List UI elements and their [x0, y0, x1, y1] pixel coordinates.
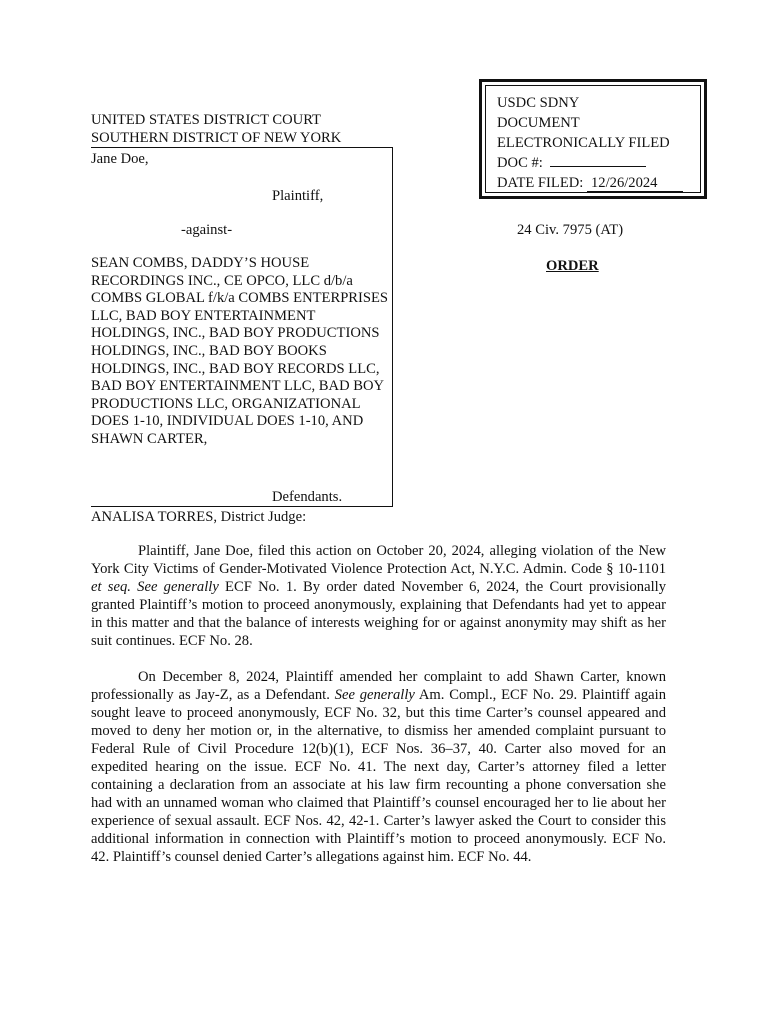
judge-line: ANALISA TORRES, District Judge: — [91, 509, 307, 525]
stamp-doc-number — [497, 153, 700, 173]
paragraph-2-text-c: Am. Compl., ECF No. 29. Plaintiff again sought leave to proceed anonymously, ECF No. 32, but this time Carter’s counsel appeared and moved to deny her motion or, in the alternative, to dismiss her amended complaint pursuant to Federal Rule of Civil Procedure 12(b)(1), ECF Nos. 36–37, 40. Carter also moved for an expedited hearing on the issue. ECF No. 41. The next day, Carter’s attorney filed a letter containing a declaration from an associate at his law firm recounting a phone conversation she had with an unnamed woman who claimed that Plaintiff’s counsel encouraged her to lie about her experience of sexual assault. ECF Nos. 42, 42-1. Carter’s lawyer asked the Court to consider this additional information in connection with Plaintiff’s motion to proceed anonymously. ECF No. 42. Plaintiff’s counsel denied Carter’s allegations against him. ECF No. 44. — [91, 687, 666, 865]
court-heading — [91, 111, 341, 147]
paragraph-2-italic-see-generally: See generally — [334, 687, 415, 703]
stamp-date-label: DATE FILED: — [497, 175, 584, 191]
stamp-date-filed — [497, 173, 700, 193]
paragraph-1 — [91, 542, 666, 650]
filing-stamp — [479, 79, 707, 199]
stamp-court-line: USDC SDNY — [497, 95, 580, 111]
paragraph-2 — [91, 668, 666, 866]
against-label: -against- — [181, 222, 233, 238]
stamp-document-line: DOCUMENT — [497, 115, 580, 131]
stamp-efiled-line: ELECTRONICALLY FILED — [497, 135, 670, 151]
stamp-doc-value — [550, 166, 646, 167]
paragraph-2-text-a: On December 8, 2024, Plaintiff amended her complaint to add Shawn Carter, known professionally as Jay-Z, as a Defendant. — [91, 669, 666, 703]
court-name: UNITED STATES DISTRICT COURT — [91, 112, 321, 128]
stamp-doc-label: DOC #: — [497, 155, 543, 171]
paragraph-1-italic-et-seq: et seq. — [91, 579, 131, 595]
defendants-label: Defendants. — [272, 489, 343, 505]
stamp-date-value: 12/26/2024 — [587, 175, 683, 192]
paragraph-1-text-e: ECF No. 1. By order dated November 6, 2024, the Court provisionally granted Plaintiff’s motion to proceed anonymously, explaining that Defendants had yet to appear in this matter and that the balance of interests weighing for or against anonymity may shift as her suit continues. ECF No. 28. — [91, 579, 666, 649]
filing-stamp-inner — [485, 85, 701, 193]
plaintiff-name: Jane Doe, — [91, 151, 149, 167]
case-number: 24 Civ. 7975 (AT) — [517, 222, 624, 238]
plaintiff-label: Plaintiff, — [272, 188, 324, 204]
paragraph-1-text-a: Plaintiff, Jane Doe, filed this action on October 20, 2024, alleging violation of the New York City Victims of Gender-Motivated Violence Protection Act, N.Y.C. Admin. Code § 10-1101 — [91, 543, 666, 577]
defendants-names: SEAN COMBS, DADDY’S HOUSE RECORDINGS INC., CE OPCO, LLC d/b/a COMBS GLOBAL f/k/a COMBS ENTERPRISES LLC, BAD BOY ENTERTAINMENT HOLDINGS, INC., BAD BOY PRODUCTIONS HOLDINGS, INC., BAD BOY BOOKS HOLDINGS, INC., BAD BOY RECORDS LLC, BAD BOY ENTERTAINMENT LLC, BAD BOY PRODUCTIONS LLC, ORGANIZATIONAL DOES 1-10, INDIVIDUAL DOES 1-10, AND SHAWN CARTER, — [91, 255, 389, 447]
court-district: SOUTHERN DISTRICT OF NEW YORK — [91, 130, 342, 146]
paragraph-1-italic-see-generally: See generally — [137, 579, 219, 595]
order-title: ORDER — [546, 258, 599, 274]
